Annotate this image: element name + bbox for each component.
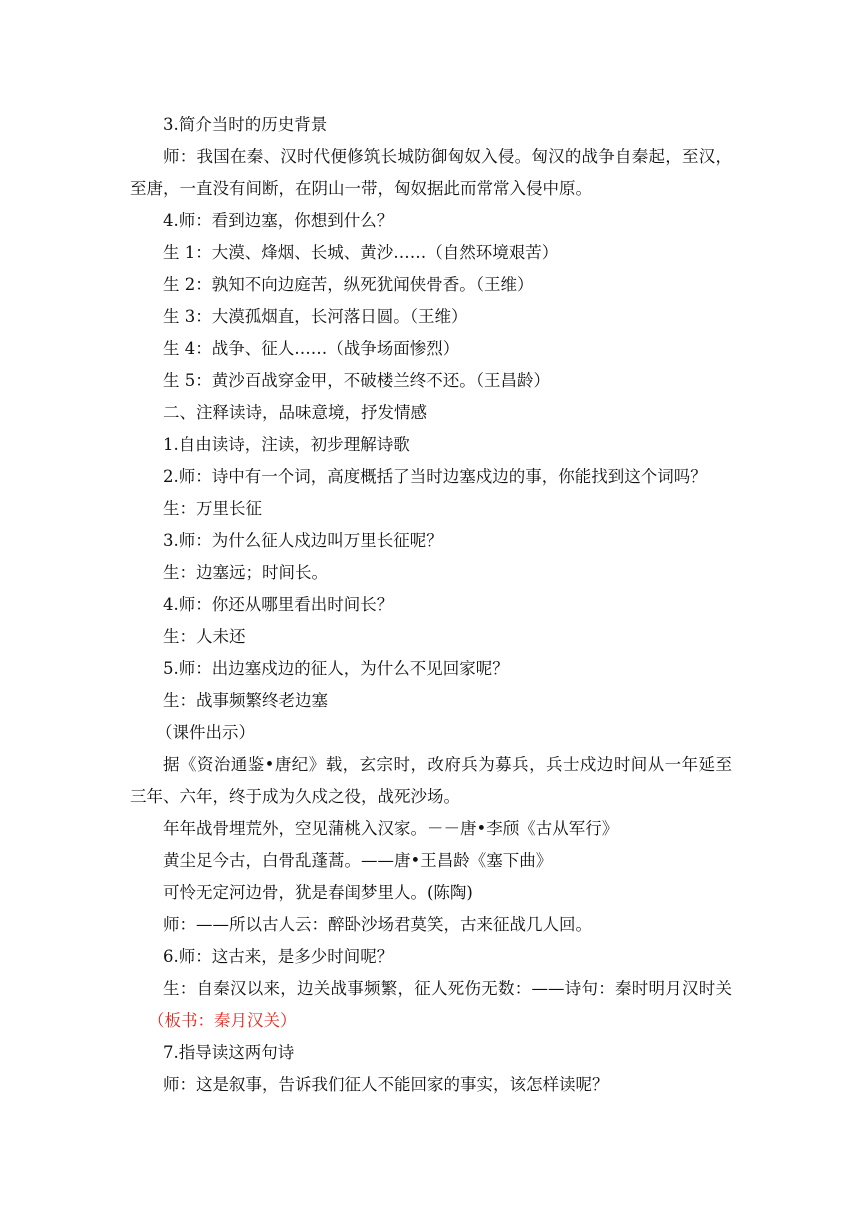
paragraph: 生 5：黄沙百战穿金甲，不破楼兰终不还。（王昌龄） [163,371,550,390]
paragraph: 生 1：大漠、烽烟、长城、黄沙……（自然环境艰苦） [163,243,559,262]
paragraph-text: 生：自秦汉以来，边关战事频繁，征人死伤无数：——诗句：秦时明月汉时关 [163,979,732,998]
paragraph: 2.师：诗中有一个词，高度概括了当时边塞戍边的事，你能找到这个词吗？ [163,467,707,486]
paragraph: 生 4：战争、征人……（战争场面惨烈） [163,339,460,358]
paragraph-with-board-note [130,973,732,1037]
paragraph: 生 2：孰知不向边庭苦，纵死犹闻侠骨香。（王维） [163,275,534,294]
paragraph: 4.师：你还从哪里看出时间长？ [163,595,394,614]
paragraph: 3.师：为什么征人戍边叫万里长征呢？ [163,531,443,550]
paragraph: 生 3：大漠孤烟直，长河落日圆。（王维） [163,307,468,326]
poem-quote: 黄尘足今古，白骨乱蓬蒿。——唐•王昌龄《塞下曲》 [163,851,553,870]
paragraph: 师：这是叙事，告诉我们征人不能回家的事实，该怎样读呢？ [163,1075,609,1094]
section-heading: 二、注释读诗，品味意境，抒发情感 [163,403,427,422]
paragraph: 师：我国在秦、汉时代便修筑长城防御匈奴入侵。匈汉的战争自秦起，至汉，至唐，一直没有间断，在阴山一带，匈奴据此而常常入侵中原。 [130,147,732,198]
board-note: （板书：秦月汉关） [148,1011,297,1030]
paragraph: 6.师：这古来，是多少时间呢？ [163,947,394,966]
paragraph: 4.师：看到边塞，你想到什么？ [163,211,394,230]
paragraph: 生：万里长征 [163,499,262,518]
paragraph: 生：边塞远；时间长。 [163,563,328,582]
poem-quote: 可怜无定河边骨，犹是春闺梦里人。(陈陶) [163,883,473,902]
quote-paragraph: 据《资治通鉴•唐纪》载，玄宗时，改府兵为募兵，兵士戍边时间从一年延至三年、六年，终于成为久戍之役，战死沙场。 [130,755,732,806]
paragraph: 1.自由读诗，注读，初步理解诗歌 [163,435,410,454]
paragraph: （课件出示） [156,723,255,742]
paragraph: 生：战事频繁终老边塞 [163,691,328,710]
paragraph: 生：人未还 [163,627,246,646]
poem-quote: 年年战骨埋荒外，空见蒲桃入汉家。－－唐•李颀《古从军行》 [163,819,619,838]
paragraph: 师：——所以古人云：醉卧沙场君莫笑，古来征战几人回。 [163,915,592,934]
paragraph: 7.指导读这两句诗 [163,1043,295,1062]
paragraph: 5.师：出边塞戍边的征人，为什么不见回家呢？ [163,659,509,678]
paragraph: 3.简介当时的历史背景 [163,115,328,134]
